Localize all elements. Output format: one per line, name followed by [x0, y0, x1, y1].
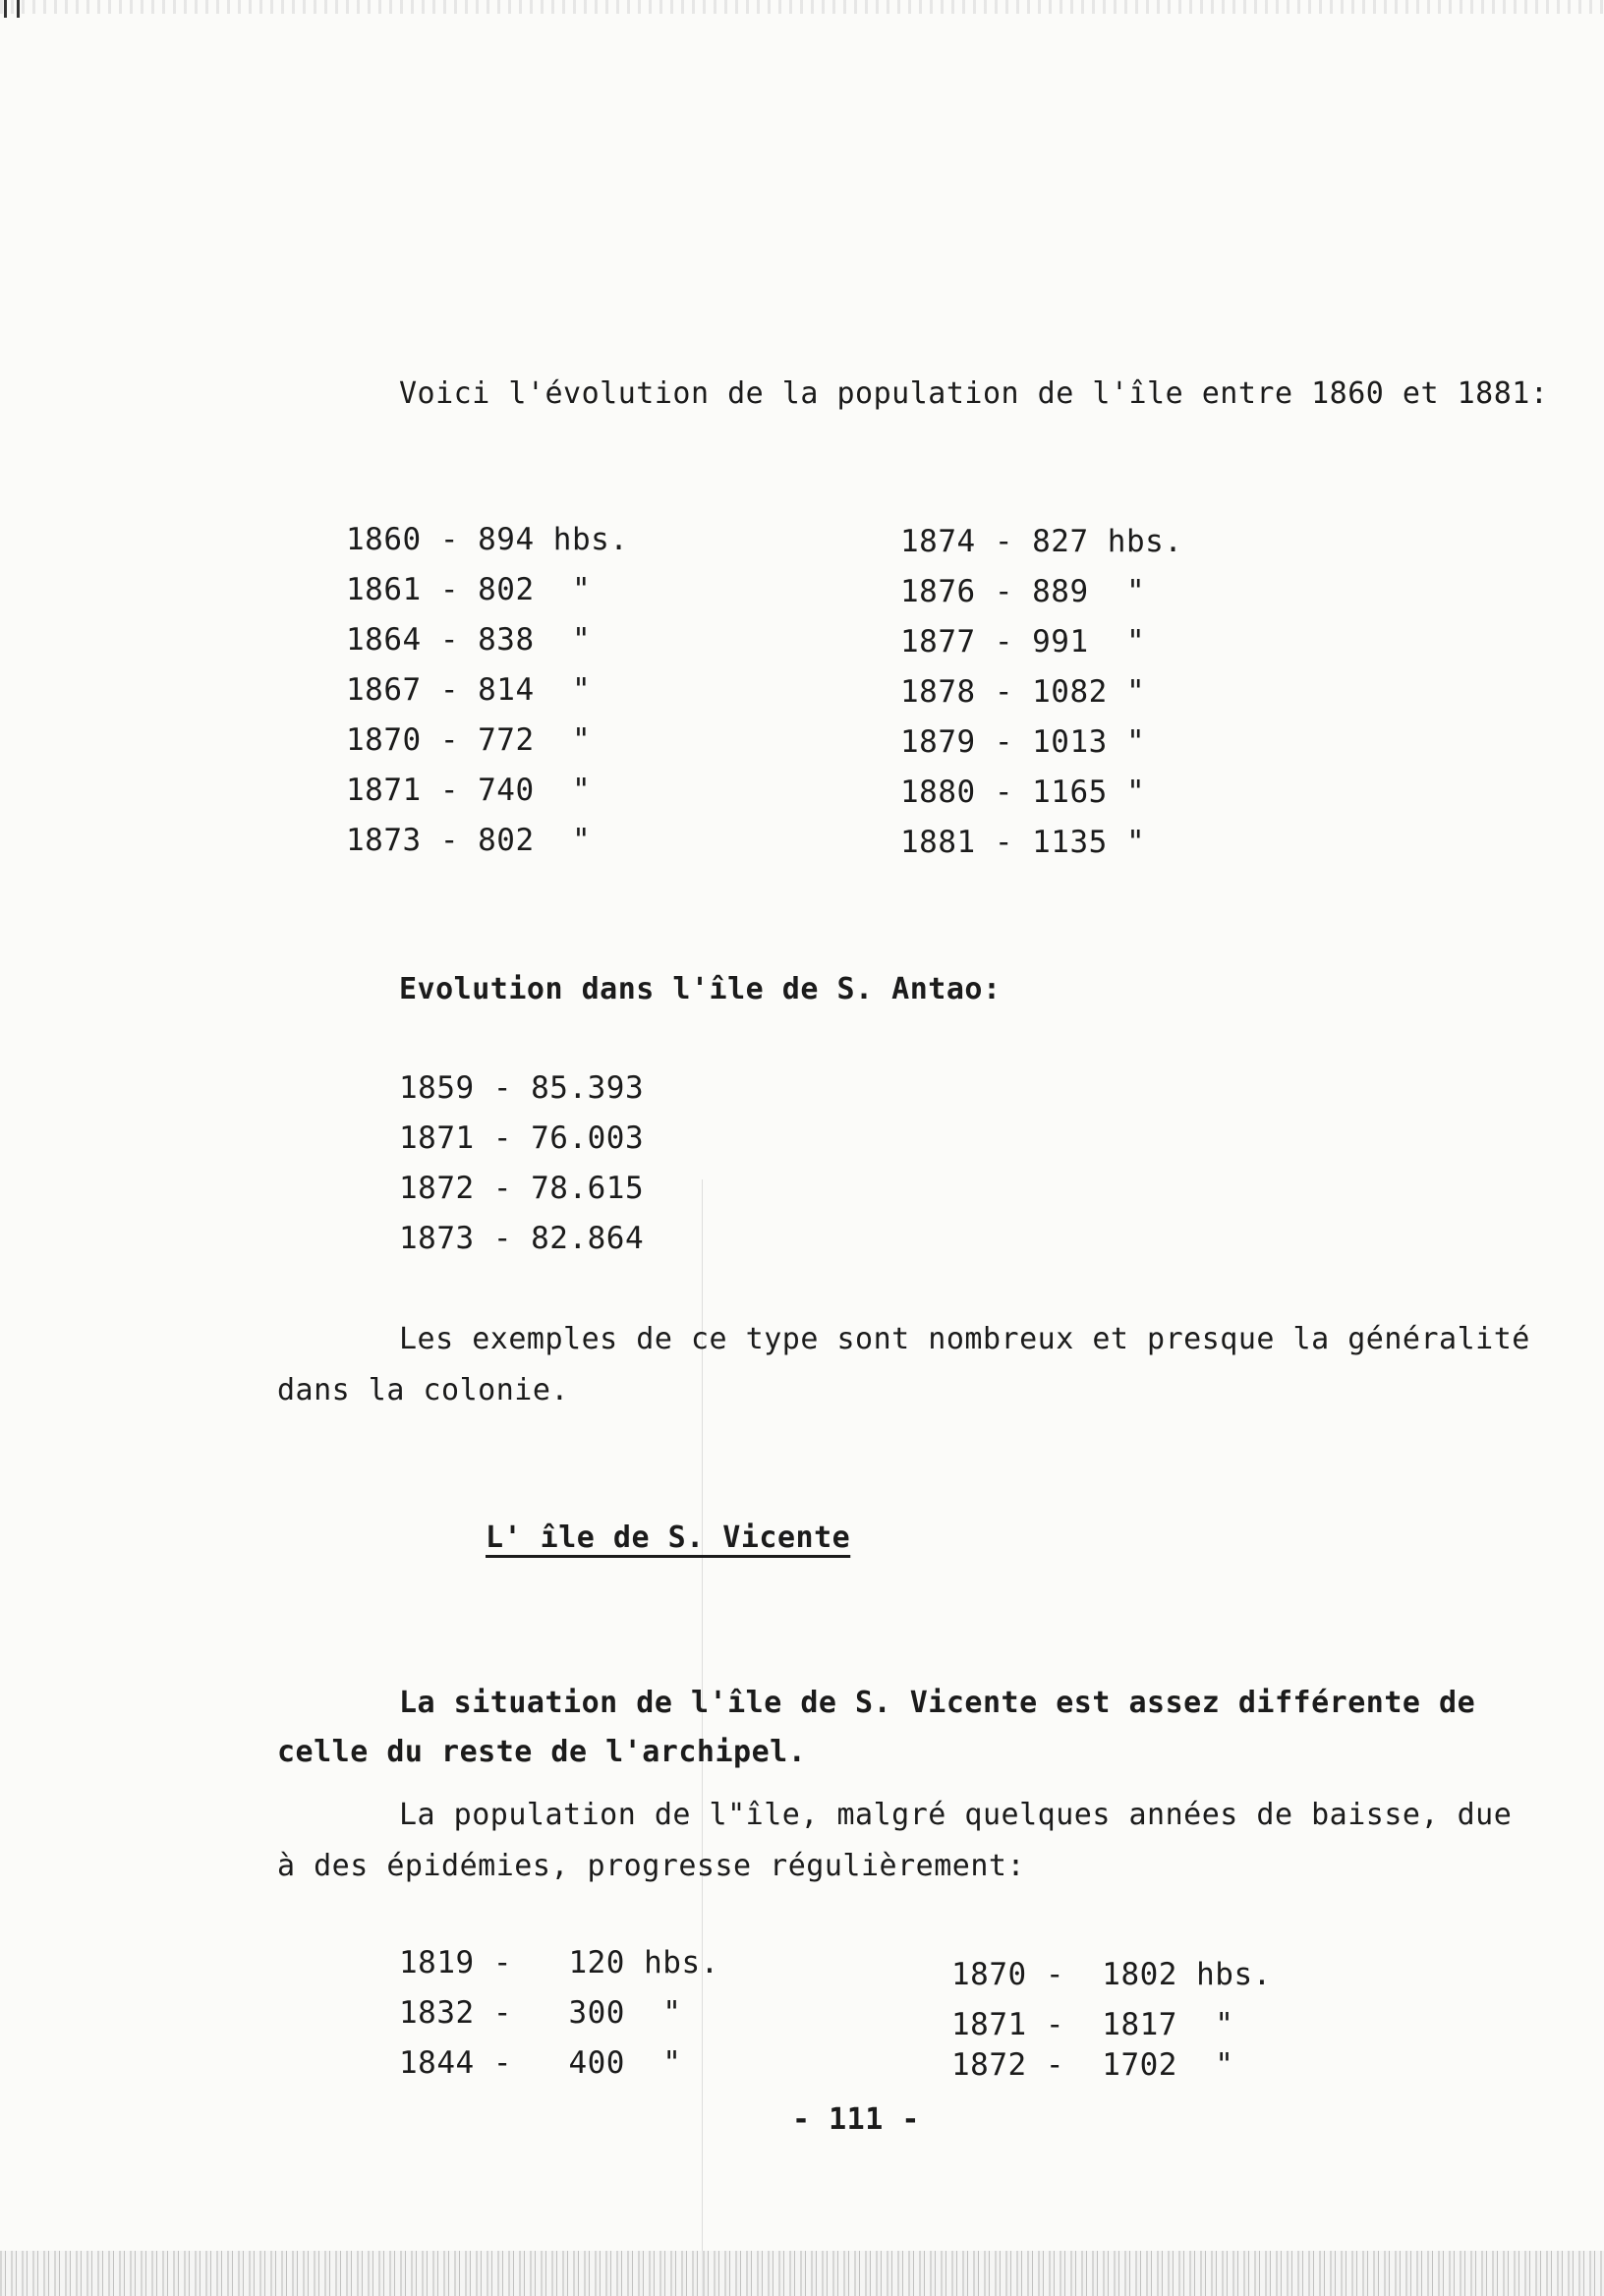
paragraph-line: La population de l"île, malgré quelques années de baisse, due [399, 1798, 1513, 1832]
intro-text: Voici l'évolution de la population de l'île entre 1860 et 1881: [399, 376, 1549, 411]
table-row: 1874 - 827 hbs. [900, 524, 1183, 559]
list-item: 1859 - 85.393 [399, 1070, 645, 1106]
paragraph-line: La situation de l'île de S. Vicente est assez différente de [399, 1686, 1476, 1720]
table-row: 1870 - 772 " [346, 722, 592, 758]
table-row: 1881 - 1135 " [900, 825, 1146, 860]
table-row: 1861 - 802 " [346, 572, 592, 607]
scan-edge-bottom [0, 2251, 1604, 2296]
table-row: 1867 - 814 " [346, 672, 592, 708]
table-row: 1878 - 1082 " [900, 674, 1146, 710]
scan-margin-mark [4, 0, 20, 18]
list-item: 1871 - 76.003 [399, 1120, 645, 1156]
table-row: 1870 - 1802 hbs. [951, 1957, 1272, 1992]
table-row: 1832 - 300 " [399, 1995, 682, 2031]
table-row: 1873 - 802 " [346, 823, 592, 858]
table-row: 1864 - 838 " [346, 622, 592, 658]
table-row: 1844 - 400 " [399, 2045, 682, 2081]
paragraph-line: Les exemples de ce type sont nombreux et presque la généralité [399, 1322, 1530, 1356]
table-row: 1860 - 894 hbs. [346, 522, 629, 557]
section-title: L' île de S. Vicente [486, 1521, 851, 1555]
list-item: 1872 - 78.615 [399, 1171, 645, 1206]
table-row: 1877 - 991 " [900, 624, 1146, 660]
table-row: 1871 - 740 " [346, 773, 592, 808]
table-row: 1872 - 1702 " [951, 2047, 1234, 2083]
paragraph-line: celle du reste de l'archipel. [277, 1735, 807, 1769]
table-row: 1819 - 120 hbs. [399, 1945, 719, 1980]
paragraph-line: dans la colonie. [277, 1373, 569, 1407]
list-item: 1873 - 82.864 [399, 1221, 645, 1256]
scan-edge-top [0, 0, 1604, 14]
table-row: 1879 - 1013 " [900, 724, 1146, 760]
paragraph-line: à des épidémies, progresse régulièrement: [277, 1849, 1026, 1883]
table-row: 1871 - 1817 " [951, 2007, 1234, 2042]
table-row: 1880 - 1165 " [900, 775, 1146, 810]
table-row: 1876 - 889 " [900, 574, 1146, 609]
antao-heading: Evolution dans l'île de S. Antao: [399, 972, 1002, 1006]
page-number: - 111 - [792, 2102, 920, 2137]
